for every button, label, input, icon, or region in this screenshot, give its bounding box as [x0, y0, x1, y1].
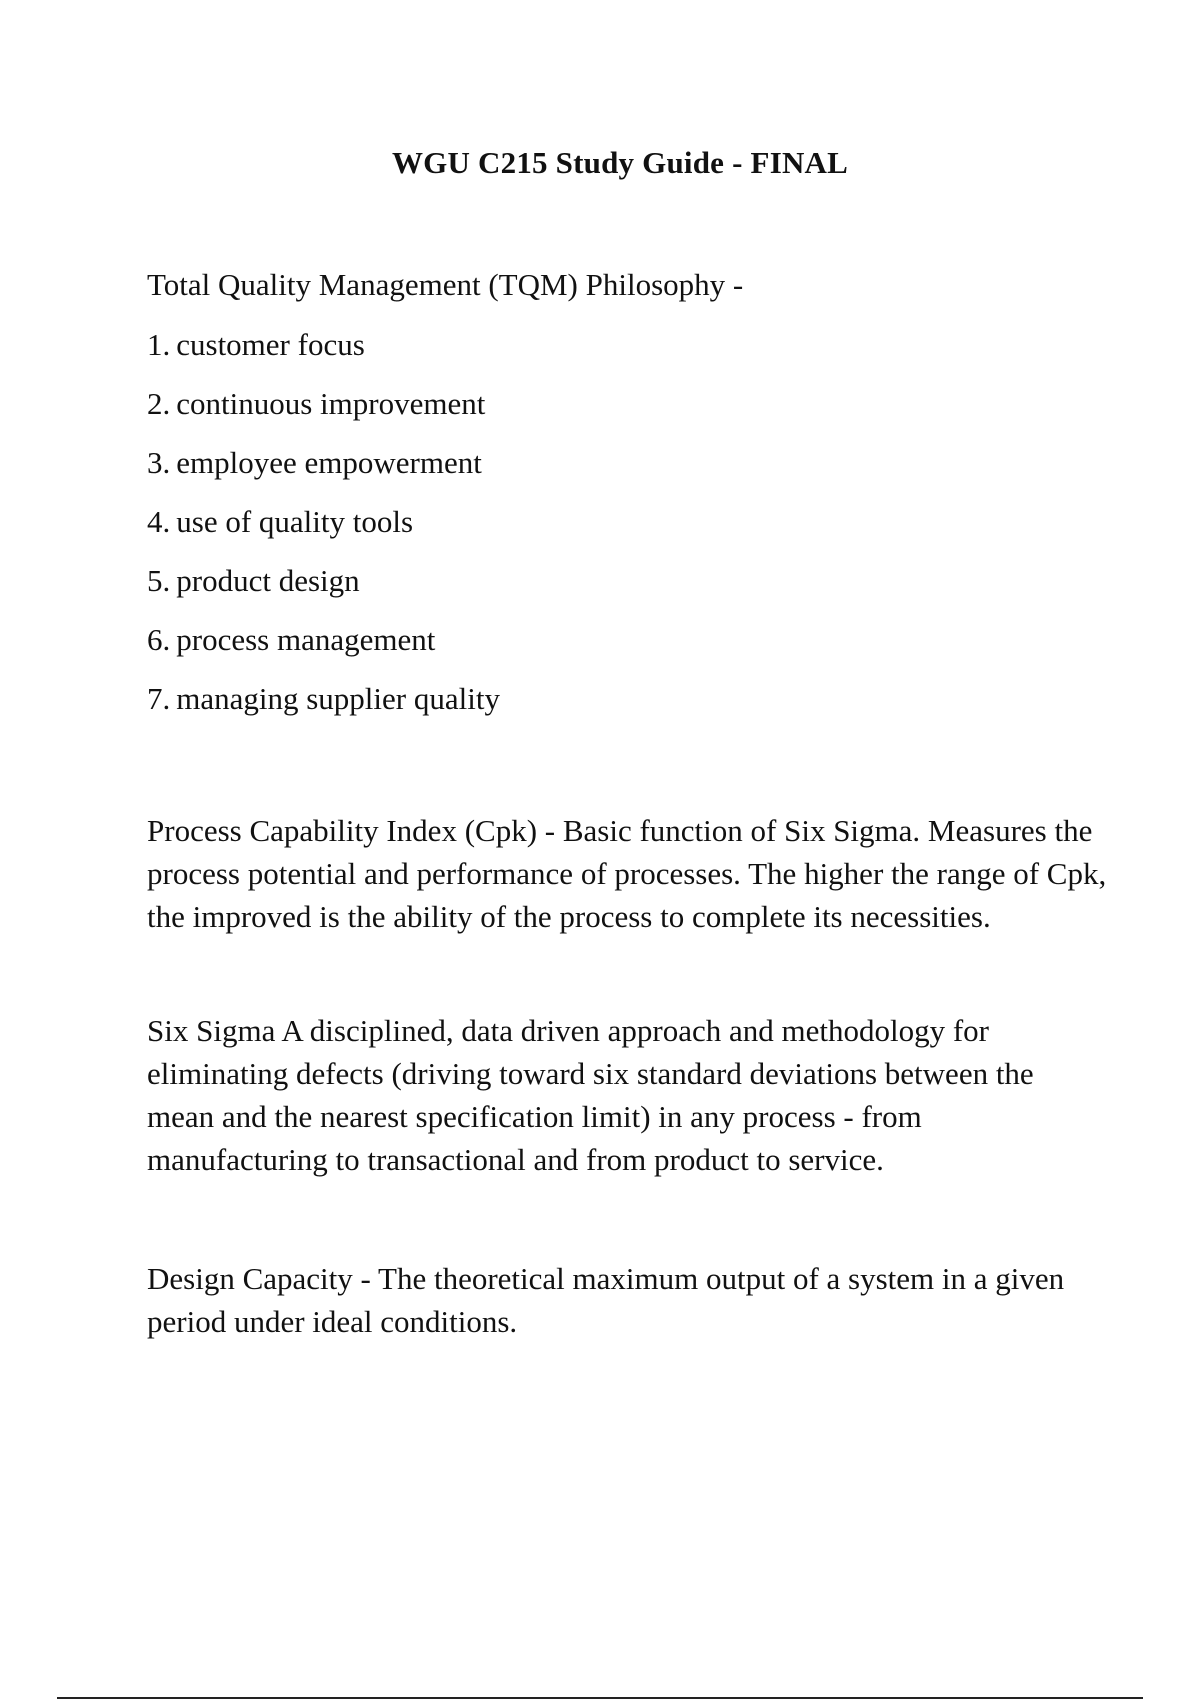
cpk-definition: Process Capability Index (Cpk) - Basic function of Six Sigma. Measures the process potential and performance of processes. The higher the range of Cpk, the improved is the ability of the process to complete its necessities.: [147, 813, 1107, 934]
list-item: 4. use of quality tools: [147, 504, 414, 539]
tqm-list: [147, 325, 1107, 738]
tqm-heading: Total Quality Management (TQM) Philosophy -: [147, 267, 744, 302]
document-body: [147, 265, 1107, 1343]
list-item: 3. employee empowerment: [147, 445, 482, 480]
list-item: 5. product design: [147, 563, 360, 598]
design-capacity-definition: Design Capacity - The theoretical maximum output of a system in a given period under ideal conditions.: [147, 1261, 1065, 1339]
list-item: 6. process management: [147, 622, 436, 657]
document-title: WGU C215 Study Guide - FINAL: [391, 145, 849, 180]
list-item: 2. continuous improvement: [147, 386, 486, 421]
list-item: 1. customer focus: [147, 327, 365, 362]
six-sigma-definition: Six Sigma A disciplined, data driven approach and methodology for eliminating defects (driving toward six standard deviations between the mean and the nearest specification limit) in any process - from manufacturing to transactional and from product to service.: [147, 1013, 1034, 1177]
footer-divider: [57, 1697, 1143, 1699]
list-item: 7. managing supplier quality: [147, 681, 500, 716]
